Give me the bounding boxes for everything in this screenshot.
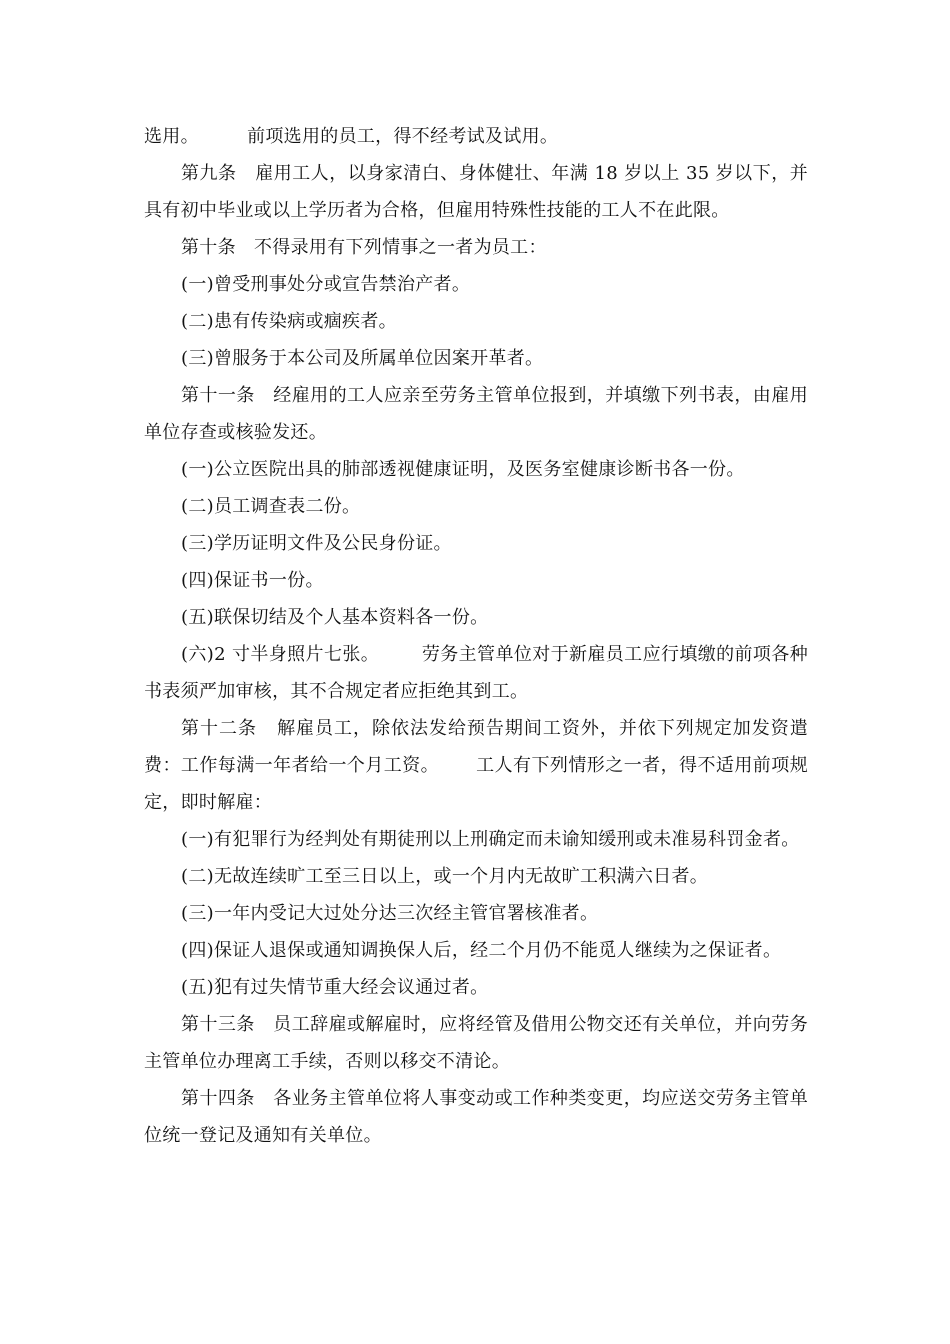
article-12-item-4: (四)保证人退保或通知调换保人后，经二个月仍不能觅人继续为之保证者。 [181, 940, 782, 961]
article-10-item-1: (一)曾受刑事处分或宣告禁治产者。 [181, 274, 471, 295]
article-9: 第九条 雇用工人，以身家清白、身体健壮、年满 18 岁以上 35 岁以下，并具有初中毕业或以上学历者为合格，但雇用特殊性技能的工人不在此限。 [144, 163, 808, 221]
article-11: 第十一条 经雇用的工人应亲至劳务主管单位报到，并填缴下列书表，由雇用单位存查或核验发还。 [144, 385, 808, 443]
article-11-item-4: (四)保证书一份。 [181, 570, 324, 591]
article-12-item-2: (二)无故连续旷工至三日以上，或一个月内无故旷工积满六日者。 [181, 866, 709, 887]
document-body [144, 118, 808, 1154]
article-12-item-3: (三)一年内受记大过处分达三次经主管官署核准者。 [181, 903, 599, 924]
article-11-item-2: (二)员工调查表二份。 [181, 496, 361, 517]
article-11-item-5: (五)联保切结及个人基本资料各一份。 [181, 607, 489, 628]
article-12: 第十二条 解雇员工，除依法发给预告期间工资外，并依下列规定加发资遣费：工作每满一年者给一个月工资。 工人有下列情形之一者，得不适用前项规定，即时解雇： [144, 718, 808, 813]
article-13: 第十三条 员工辞雇或解雇时，应将经管及借用公物交还有关单位，并向劳务主管单位办理离工手续，否则以移交不清论。 [144, 1014, 808, 1072]
paragraph-selection-continued: 选用。 前项选用的员工，得不经考试及试用。 [144, 126, 559, 147]
article-10-item-3: (三)曾服务于本公司及所属单位因案开革者。 [181, 348, 544, 369]
article-11-item-3: (三)学历证明文件及公民身份证。 [181, 533, 452, 554]
article-14: 第十四条 各业务主管单位将人事变动或工作种类变更，均应送交劳务主管单位统一登记及通知有关单位。 [144, 1088, 808, 1146]
article-11-item-1: (一)公立医院出具的肺部透视健康证明，及医务室健康诊断书各一份。 [181, 459, 745, 480]
article-12-item-5: (五)犯有过失情节重大经会议通过者。 [181, 977, 489, 998]
article-10: 第十条 不得录用有下列情事之一者为员工： [181, 237, 547, 258]
article-12-item-1: (一)有犯罪行为经判处有期徒刑以上刑确定而未谕知缓刑或未准易科罚金者。 [181, 829, 800, 850]
article-11-item-6: (六)2 寸半身照片七张。 劳务主管单位对于新雇员工应行填缴的前项各种书表须严加审核，其不合规定者应拒绝其到工。 [144, 644, 808, 702]
article-10-item-2: (二)患有传染病或痼疾者。 [181, 311, 397, 332]
